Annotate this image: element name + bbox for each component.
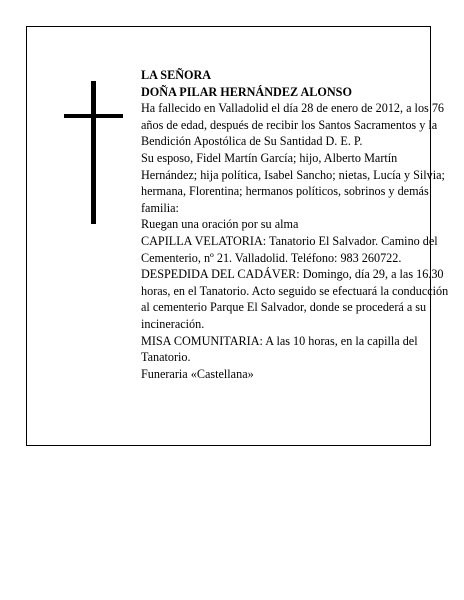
death-announcement: Ha fallecido en Valladolid el día 28 de enero de 2012, a los 76 años de edad, después de recibir los Santos Sacramentos y la Bendición Apostólica de Su Santidad D. E. P. [141, 101, 445, 149]
cross-icon-bar [64, 114, 123, 118]
deceased-title: LA SEÑORA [141, 68, 212, 82]
mass-info: MISA COMUNITARIA: A las 10 horas, en la capilla del Tanatorio. [141, 333, 418, 365]
funeral-home: Funeraria «Castellana» [141, 366, 254, 381]
cross-icon [91, 81, 96, 224]
family-members: Su esposo, Fidel Martín García; hijo, Alberto Martín Hernández; hija política, Isabel Sancho; nietas, Lucía y Silvia; hermana, Florentina; hermanos políticos, sobrinos y demás familia: [141, 150, 445, 215]
deceased-name: DOÑA PILAR HERNÁNDEZ ALONSO [141, 84, 352, 99]
obituary-text [141, 67, 453, 382]
farewell-info: DESPEDIDA DEL CADÁVER: Domingo, día 29, a las 16.30 horas, en el Tanatorio. Acto seguido se efectuará la conducción al cementerio Parque El Salvador, donde se procederá a su incineración. [141, 267, 449, 331]
wake-chapel-info: CAPILLA VELATORIA: Tanatorio El Salvador. Camino del Cementerio, nº 21. Valladolid. Teléfono: 983 260722. [141, 233, 438, 265]
prayer-request: Ruegan una oración por su alma [141, 217, 299, 232]
obituary-notice [26, 26, 449, 446]
